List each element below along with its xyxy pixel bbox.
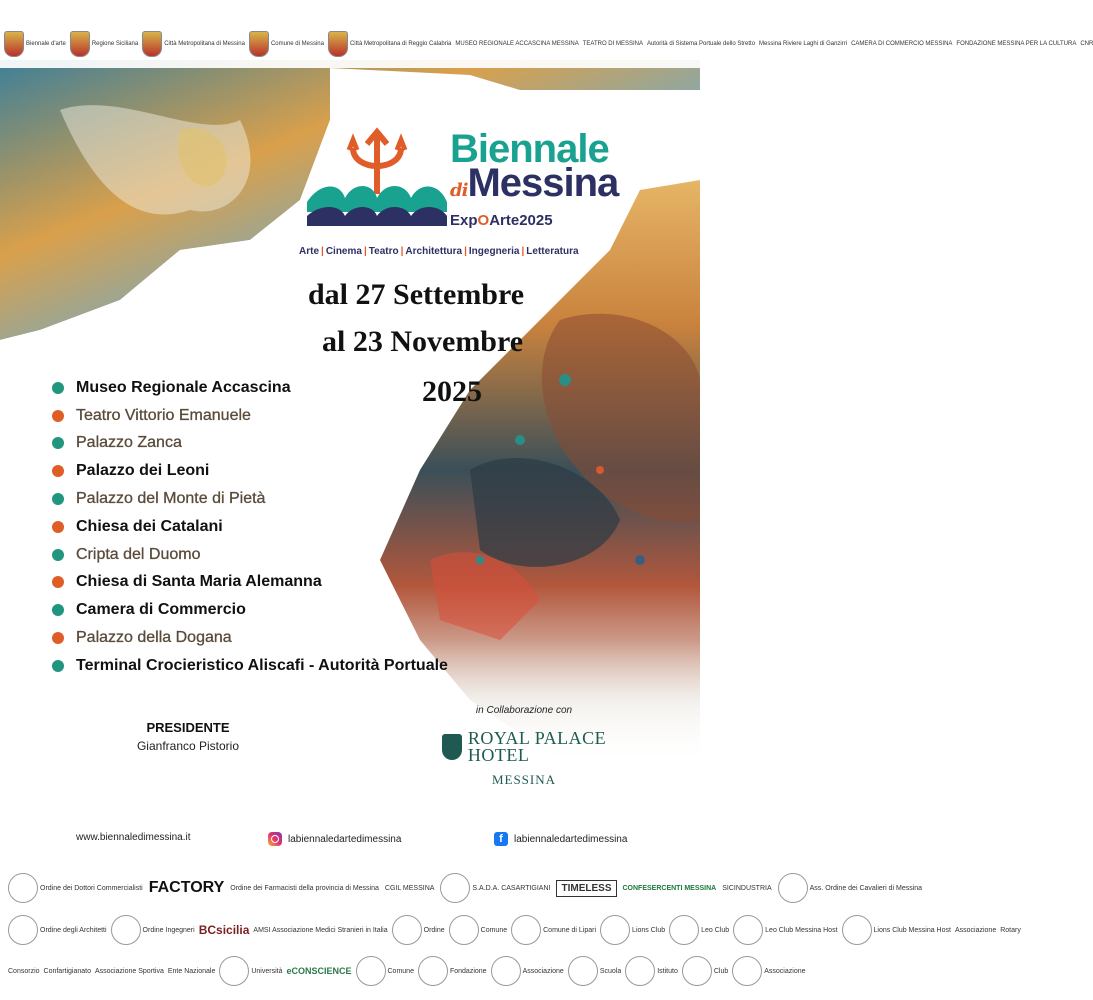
hotel-city: MESSINA (491, 772, 557, 787)
date-year: 2025 (422, 375, 482, 408)
biennale-logo-icon (4, 31, 24, 57)
facebook-link[interactable]: f labiennaledartedimessina (494, 832, 627, 846)
bullet-dot-icon (52, 521, 64, 533)
collaboration-block (434, 705, 614, 788)
bottom-sponsor-row (8, 912, 1021, 948)
sponsor-logo: Associazione (491, 956, 564, 986)
president-name: Gianfranco Pistorio (136, 739, 240, 753)
sicily-crest-icon (70, 31, 90, 57)
bullet-dot-icon (52, 382, 64, 394)
venue-list (52, 374, 572, 680)
discipline: Letteratura (526, 246, 579, 257)
seal-icon (440, 873, 470, 903)
top-sponsor-logo: Città Metropolitana di Messina (142, 31, 245, 57)
sponsor-logo: Lions Club Messina Host (842, 915, 951, 945)
sponsor-logo: Università (219, 956, 282, 986)
sponsor-logo: Leo Club (669, 915, 729, 945)
seal-icon (8, 915, 38, 945)
top-sponsor-bar (0, 20, 1093, 68)
top-sponsor-logo: TEATRO DI MESSINA (582, 40, 643, 47)
top-sponsor-logo: Regione Siciliana (70, 31, 138, 57)
lions-icon (600, 915, 630, 945)
sponsor-logo: Associazione Sportiva (95, 967, 164, 975)
sponsor-logo: Istituto (625, 956, 678, 986)
seal-icon (511, 915, 541, 945)
sponsor-logo: S.A.D.A. CASARTIGIANI (440, 873, 550, 903)
sponsor-logo: Ordine dei Dottori Commercialisti (8, 873, 143, 903)
top-sponsor-logo: Comune di Messina (249, 31, 324, 57)
seal-icon (625, 956, 655, 986)
crest-icon (328, 31, 348, 57)
bottom-sponsor-row (8, 872, 923, 904)
sponsor-logo: AMSI Associazione Medici Stranieri in Italia (253, 926, 388, 934)
disciplines-line: Arte | Cinema | Teatro | Architettura | Ingegneria | Letteratura (299, 246, 579, 257)
bullet-dot-icon (52, 660, 64, 672)
venue-item: Palazzo del Monte di Pietà (52, 485, 572, 513)
bullet-dot-icon (52, 465, 64, 477)
sponsor-logo: Ordine dei Farmacisti della provincia di Messina (230, 884, 379, 892)
venue-item: Terminal Crocieristico Aliscafi - Autorità Portuale (52, 652, 572, 680)
sponsor-logo: Consorzio (8, 967, 40, 975)
sponsor-logo: Lions Club (600, 915, 665, 945)
sponsor-logo: Comune (449, 915, 507, 945)
date-start: dal 27 Settembre (308, 278, 525, 311)
venue-item: Camera di Commercio (52, 596, 572, 624)
brand-di: di (450, 180, 468, 201)
venue-item: Chiesa di Santa Maria Alemanna (52, 569, 572, 597)
sponsor-logo: CONFESERCENTI MESSINA (622, 884, 717, 892)
sponsor-logo: BCsicilia (198, 923, 250, 937)
bullet-dot-icon (52, 549, 64, 561)
brand-line2-text: Messina (467, 161, 619, 205)
brand-line1: Biennale (450, 127, 609, 171)
sponsor-logo: Club (682, 956, 728, 986)
bullet-dot-icon (52, 604, 64, 616)
discipline: Cinema (325, 246, 362, 257)
president-label: PRESIDENTE (146, 720, 230, 735)
sponsor-logo: Confartigianato (43, 967, 91, 975)
bullet-dot-icon (52, 493, 64, 505)
sponsor-logo: Ordine Ingegneri (111, 915, 195, 945)
venue-item: Chiesa dei Catalani (52, 513, 572, 541)
bullet-dot-icon (52, 576, 64, 588)
trident-waves-icon (305, 132, 450, 232)
seal-icon (669, 915, 699, 945)
top-sponsor-logo: Biennale d'arte (4, 31, 66, 57)
sponsor-logo: TIMELESS (556, 880, 616, 897)
seal-icon (418, 956, 448, 986)
seal-icon (682, 956, 712, 986)
sponsor-logo: eCONSCIENCE (286, 966, 352, 976)
seal-icon (733, 915, 763, 945)
sponsor-logo: Leo Club Messina Host (733, 915, 837, 945)
collaboration-intro: in Collaborazione con (475, 705, 573, 716)
discipline: Arte (299, 246, 320, 257)
contacts-row (0, 832, 700, 852)
top-sponsor-logo: CNR (1080, 40, 1093, 47)
sponsor-logo: Fondazione (418, 956, 487, 986)
brand-line2 (450, 161, 619, 208)
bottom-sponsor-row (8, 956, 806, 986)
sponsor-logo: Comune (356, 956, 414, 986)
hotel-name: ROYAL PALACE HOTEL (467, 728, 607, 765)
seal-icon (568, 956, 598, 986)
venue-item: Museo Regionale Accascina (52, 374, 572, 402)
venue-item: Palazzo dei Leoni (52, 457, 572, 485)
top-sponsor-logo: Autorità di Sistema Portuale dello Stretto (646, 40, 756, 47)
discipline: Teatro (368, 246, 399, 257)
venue-item: Cripta del Duomo (52, 541, 572, 569)
sponsor-logo: Ente Nazionale (167, 967, 216, 975)
expo-arte-label: ExpOArte2025 (450, 212, 553, 229)
seal-icon (449, 915, 479, 945)
facebook-icon: f (494, 832, 508, 846)
seal-icon (778, 873, 808, 903)
sponsor-logo: Ordine degli Architetti (8, 915, 107, 945)
seal-icon (491, 956, 521, 986)
seal-icon (392, 915, 422, 945)
top-sponsor-logo: Città Metropolitana di Reggio Calabria (328, 31, 451, 57)
biennale-logo (305, 127, 619, 262)
website-link[interactable]: www.biennaledimessina.it (76, 832, 191, 843)
sponsor-logo: CGIL MESSINA (384, 884, 435, 892)
sponsor-logo: Associazione (954, 926, 997, 934)
president-block (128, 720, 248, 753)
seal-icon (111, 915, 141, 945)
sponsor-logo: Comune di Lipari (511, 915, 596, 945)
crest-icon (142, 31, 162, 57)
sponsor-logo: Rotary (1000, 926, 1021, 934)
top-sponsor-logo: CAMERA DI COMMERCIO MESSINA (851, 40, 953, 47)
sponsor-logo: Ordine (392, 915, 445, 945)
sponsor-logo: SICINDUSTRIA (722, 884, 772, 892)
discipline: Architettura (405, 246, 463, 257)
sponsor-logo: Ass. Ordine dei Cavalieri di Messina (778, 873, 922, 903)
venue-item: Palazzo Zanca (52, 430, 572, 458)
sponsor-logo: Associazione (732, 956, 805, 986)
seal-icon (219, 956, 249, 986)
top-sponsor-logo: Messina Riviere Laghi di Ganzirri (759, 40, 848, 47)
bullet-dot-icon (52, 437, 64, 449)
discipline: Ingegneria (468, 246, 520, 257)
top-sponsor-logo: MUSEO REGIONALE ACCASCINA MESSINA (455, 40, 579, 47)
venue-item: Palazzo della Dogana (52, 624, 572, 652)
sponsor-logo: Scuola (568, 956, 621, 986)
lions-icon (842, 915, 872, 945)
date-end: al 23 Novembre (322, 325, 524, 358)
bullet-dot-icon (52, 632, 64, 644)
brand-title (450, 127, 619, 208)
instagram-link[interactable]: labiennaledartedimessina (268, 832, 401, 846)
seal-icon (8, 873, 38, 903)
venue-item: Teatro Vittorio Emanuele (52, 402, 572, 430)
top-sponsor-logo: FONDAZIONE MESSINA PER LA CULTURA (956, 40, 1077, 47)
seal-icon (732, 956, 762, 986)
hotel-crest-icon (442, 734, 462, 760)
seal-icon (356, 956, 386, 986)
sponsor-logo: FACTORY (148, 879, 225, 896)
crest-icon (249, 31, 269, 57)
instagram-icon (268, 832, 282, 846)
bullet-dot-icon (52, 410, 64, 422)
royal-palace-logo (434, 730, 614, 764)
